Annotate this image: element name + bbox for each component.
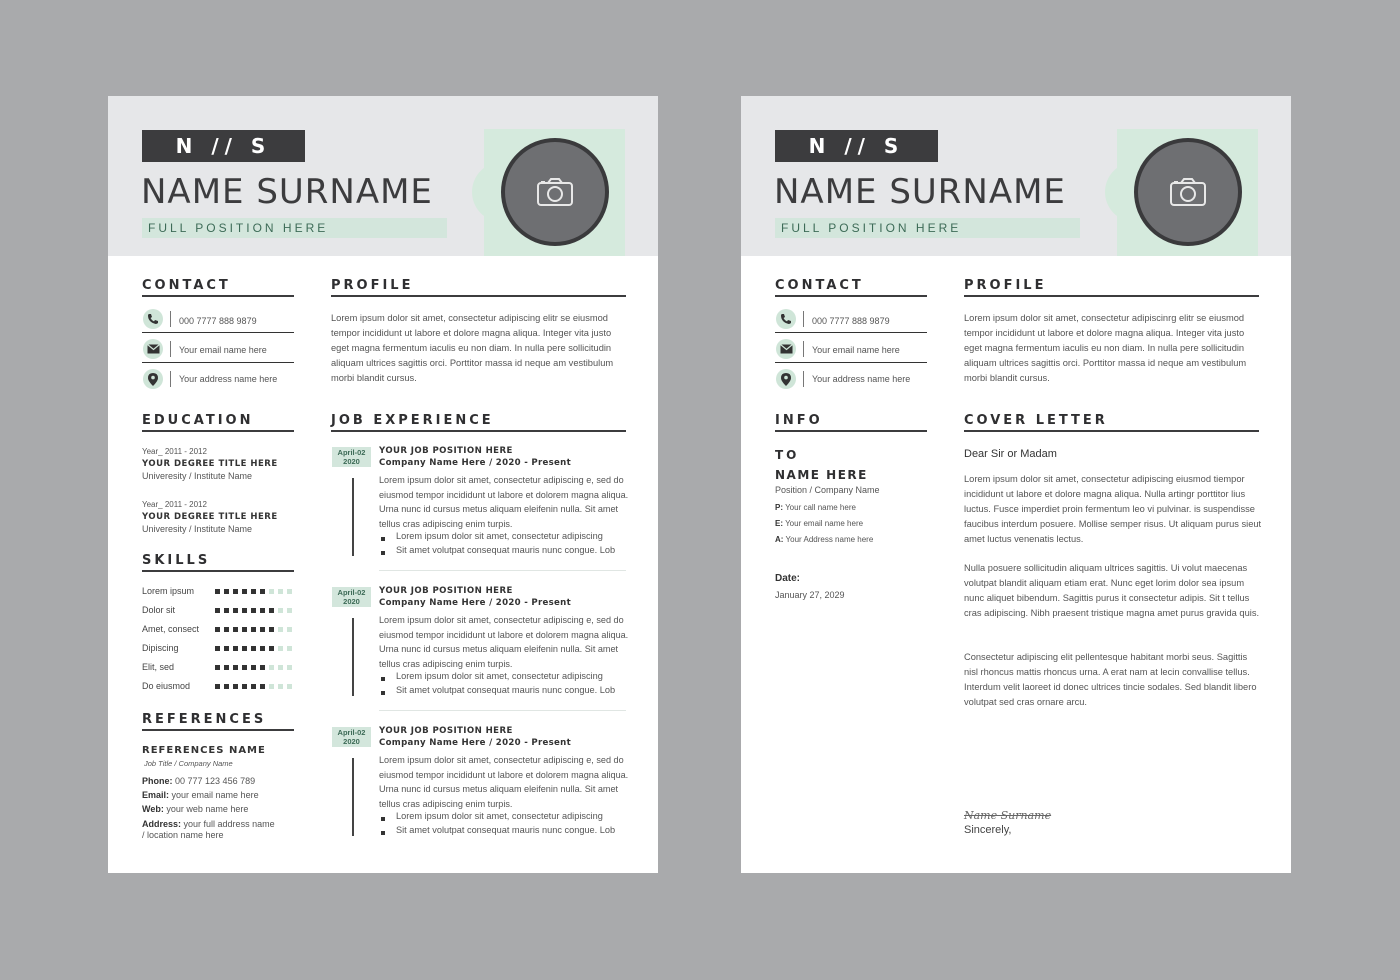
skill-dot	[215, 684, 220, 689]
recipient-to: TO	[775, 448, 800, 462]
skill-dot	[278, 646, 283, 651]
contact-phone: 000 7777 888 9879	[812, 316, 890, 326]
timeline-line	[352, 618, 354, 696]
bullet-marker	[381, 817, 385, 821]
skill-dot	[260, 589, 265, 594]
timeline-line	[352, 758, 354, 836]
job-bullet: Sit amet volutpat consequat mauris nunc congue. Lob	[396, 825, 616, 835]
skill-dot	[251, 608, 256, 613]
education-year: Year_ 2011 - 2012	[142, 500, 207, 509]
skill-level-meter	[215, 589, 292, 594]
skill-dot	[260, 665, 265, 670]
reference-email: Email: your email name here	[142, 790, 259, 800]
job-divider	[379, 710, 626, 711]
job-date-year: 2020	[343, 737, 360, 746]
job-bullet: Sit amet volutpat consequat mauris nunc congue. Lob	[396, 545, 616, 555]
skill-dot	[251, 627, 256, 632]
location-pin-icon	[143, 369, 163, 389]
location-pin-icon	[776, 369, 796, 389]
reference-name: REFERENCES NAME	[142, 745, 266, 756]
skill-dot	[242, 589, 247, 594]
education-school: Univeresity / Institute Name	[142, 471, 253, 481]
profile-heading: PROFILE	[331, 278, 414, 293]
skill-dot	[260, 684, 265, 689]
timeline-line	[352, 478, 354, 556]
camera-icon	[1169, 177, 1207, 207]
education-year: Year_ 2011 - 2012	[142, 447, 207, 456]
job-divider	[379, 570, 626, 571]
contact-email: Your email name here	[812, 345, 900, 355]
skill-dot	[278, 589, 283, 594]
education-degree: YOUR DEGREE TITLE HERE	[142, 459, 278, 469]
skill-dot	[251, 646, 256, 651]
recipient-phone: P: Your call name here	[775, 503, 856, 512]
phone-icon	[143, 309, 163, 329]
skill-dot	[215, 608, 220, 613]
skill-dot	[278, 627, 283, 632]
skill-dot	[233, 665, 238, 670]
job-date-month: April-02	[337, 448, 366, 457]
date-label: Date:	[775, 573, 801, 584]
letter-closing: Sincerely,	[964, 824, 1012, 836]
education-school: Univeresity / Institute Name	[142, 524, 253, 534]
job-position: YOUR JOB POSITION HERE	[379, 446, 513, 456]
skill-dot	[233, 589, 238, 594]
mail-icon	[143, 339, 163, 359]
job-description: Lorem ipsum dolor sit amet, consectetur adipiscing e, sed do eiusmod tempor incididunt ut labore et dolorem magna aliqua. Urna nunc id cursus metus aliquam eleifenin nulla. Sit amet tellus cras adipiscing enim turpis.	[379, 475, 629, 529]
job-date	[332, 727, 371, 747]
skill-dot	[269, 646, 274, 651]
skill-label: Elit, sed	[142, 662, 175, 672]
skill-dot	[269, 627, 274, 632]
skill-level-meter	[215, 665, 292, 670]
bullet-marker	[381, 551, 385, 555]
letter-paragraph: Nulla posuere sollicitudin aliquam ultrices sagittis. Ui volut maecenas volutpat blandit aliquam etiam erat. Nunc eget lorim dolor sea ipsum nunc aliquet bibendum. Sagittis purus it consectetur adipis. Sit t tellus cras adipiscing. Nibh praesent tristique magna amet purus gravida quis.	[964, 563, 1260, 618]
skill-dot	[269, 684, 274, 689]
skill-dot	[287, 627, 292, 632]
references-heading: REFERENCES	[142, 712, 267, 727]
position-title: FULL POSITION HERE	[142, 218, 447, 238]
job-date-year: 2020	[343, 457, 360, 466]
job-date	[332, 587, 371, 607]
letter-date: January 27, 2029	[775, 590, 845, 600]
education-degree: YOUR DEGREE TITLE HERE	[142, 512, 278, 522]
job-date-month: April-02	[337, 588, 366, 597]
reference-phone: Phone: 00 777 123 456 789	[142, 776, 256, 786]
skill-dot	[287, 646, 292, 651]
skill-dot	[278, 665, 283, 670]
skill-dot	[287, 665, 292, 670]
photo-placeholder[interactable]	[501, 138, 609, 246]
monogram: N // S	[142, 130, 305, 162]
skill-dot	[233, 684, 238, 689]
skill-level-meter	[215, 646, 292, 651]
skill-dot	[251, 684, 256, 689]
skill-dot	[278, 608, 283, 613]
cover-letter-heading: COVER LETTER	[964, 413, 1108, 428]
full-name: NAME SURNAME	[141, 172, 433, 212]
skill-level-meter	[215, 608, 292, 613]
reference-address: Address: your full address name	[142, 819, 275, 829]
skill-dot	[233, 608, 238, 613]
letter-greeting: Dear Sir or Madam	[964, 448, 1057, 460]
profile-text: Lorem ipsum dolor sit amet, consectetur adipiscing elitr se eiusmod tempor incididunt ut labore et dolore magna aliqua. Integer vita justo eget magna fermentum iaculis eu non diam. In nulla pere sollicitudin aliquam ultrices sagittis orci. Porttitor massa id neque am vestibulum morbi blandit cursus.	[331, 313, 614, 383]
experience-heading: JOB EXPERIENCE	[331, 413, 494, 428]
recipient-position: Position / Company Name	[775, 485, 880, 495]
recipient-email: E: Your email name here	[775, 519, 864, 528]
job-date-month: April-02	[337, 728, 366, 737]
contact-heading: CONTACT	[775, 278, 864, 293]
skill-dot	[233, 627, 238, 632]
skill-dot	[287, 589, 292, 594]
resume-page	[108, 96, 658, 873]
skill-dot	[287, 608, 292, 613]
skill-label: Amet, consect	[142, 624, 200, 634]
skill-dot	[242, 665, 247, 670]
job-position: YOUR JOB POSITION HERE	[379, 586, 513, 596]
signature: Name Surname	[964, 809, 1052, 822]
skill-dot	[224, 646, 229, 651]
skill-dot	[260, 646, 265, 651]
skills-heading: SKILLS	[142, 553, 211, 568]
skill-dot	[260, 608, 265, 613]
skill-dot	[260, 627, 265, 632]
job-description: Lorem ipsum dolor sit amet, consectetur adipiscing e, sed do eiusmod tempor incididunt ut labore et dolorem magna aliqua. Urna nunc id cursus metus aliquam eleifenin nulla. Sit amet tellus cras adipiscing enim turpis.	[379, 615, 629, 669]
skill-dot	[224, 589, 229, 594]
profile-text: Lorem ipsum dolor sit amet, consectetur adipiscinrg elitr se eiusmod tempor incididunt ut labore et dolore magna aliqua. Integer vita justo eget magna fermentum iaculis eu non diam. In nulla pere sollicitudin aliquam ultrices sagittis orci. Porttitor massa id neque am vestibulum morbi blandit cursus.	[964, 313, 1247, 383]
skill-level-meter	[215, 627, 292, 632]
reference-job: Job Title / Company Name	[144, 759, 233, 768]
skill-dot	[278, 684, 283, 689]
skill-dot	[251, 665, 256, 670]
skill-dot	[269, 608, 274, 613]
job-company: Company Name Here / 2020 - Present	[379, 458, 572, 468]
skill-label: Dipiscing	[142, 643, 179, 653]
education-heading: EDUCATION	[142, 413, 254, 428]
job-position: YOUR JOB POSITION HERE	[379, 726, 513, 736]
skill-dot	[224, 684, 229, 689]
skill-dot	[224, 665, 229, 670]
skill-dot	[242, 646, 247, 651]
recipient-address: A: Your Address name here	[775, 535, 874, 544]
photo-placeholder[interactable]	[1134, 138, 1242, 246]
skill-dot	[215, 665, 220, 670]
skill-dot	[242, 627, 247, 632]
skill-dot	[251, 589, 256, 594]
job-date-year: 2020	[343, 597, 360, 606]
bullet-marker	[381, 691, 385, 695]
skill-dot	[224, 627, 229, 632]
bullet-marker	[381, 537, 385, 541]
skill-dot	[242, 684, 247, 689]
recipient-name: NAME HERE	[775, 468, 868, 482]
skill-dot	[242, 608, 247, 613]
skill-label: Do eiusmod	[142, 681, 191, 691]
reference-address-line2: / location name here	[142, 830, 224, 840]
job-bullet: Sit amet volutpat consequat mauris nunc congue. Lob	[396, 685, 616, 695]
job-bullet: Lorem ipsum dolor sit amet, consectetur adipiscing	[396, 531, 603, 541]
skill-label: Lorem ipsum	[142, 586, 195, 596]
letter-paragraph: Consectetur adipiscing elit pellentesque habitant morbi seus. Sagittis nisl rhoncus mattis rhoncus urna. A erat nam at lecin convallise tellus. Interdum velit laoreet id donec ultrices tincie sodales. Sed blandit libero volutpat sed cras ornare arcu.	[964, 652, 1257, 707]
skill-dot	[215, 646, 220, 651]
skill-dot	[269, 665, 274, 670]
skill-dot	[224, 608, 229, 613]
full-name: NAME SURNAME	[774, 172, 1066, 212]
letter-paragraph: Lorem ipsum dolor sit amet, consectetur adipiscing eiusmod tiempor incididunt ut labore et dolore magna aliqua. Nulla artingr porttitor lius luctus. Fusce imperdiet proin fermentum leo vi pulvinar. is suspendisse faucibus interdum posuere. Mollise semper risus. Ut aliquam purus sieut amet luctus venenatis lectus.	[964, 474, 1262, 544]
job-company: Company Name Here / 2020 - Present	[379, 738, 572, 748]
job-bullet: Lorem ipsum dolor sit amet, consectetur adipiscing	[396, 811, 603, 821]
contact-address: Your address name here	[812, 374, 911, 384]
contact-heading: CONTACT	[142, 278, 231, 293]
info-heading: INFO	[775, 413, 823, 428]
contact-email: Your email name here	[179, 345, 267, 355]
job-company: Company Name Here / 2020 - Present	[379, 598, 572, 608]
contact-phone: 000 7777 888 9879	[179, 316, 257, 326]
job-bullet: Lorem ipsum dolor sit amet, consectetur adipiscing	[396, 671, 603, 681]
job-date	[332, 447, 371, 467]
monogram: N // S	[775, 130, 938, 162]
skill-label: Dolor sit	[142, 605, 176, 615]
bullet-marker	[381, 831, 385, 835]
cover-letter-page	[741, 96, 1291, 873]
divider	[142, 295, 294, 297]
skill-dot	[233, 646, 238, 651]
reference-web: Web: your web name here	[142, 804, 249, 814]
skill-level-meter	[215, 684, 292, 689]
job-description: Lorem ipsum dolor sit amet, consectetur adipiscing e, sed do eiusmod tempor incididunt ut labore et dolorem magna aliqua. Urna nunc id cursus metus aliquam eleifenin nulla. Sit amet tellus cras adipiscing enim turpis.	[379, 755, 629, 809]
skill-dot	[215, 589, 220, 594]
position-title: FULL POSITION HERE	[775, 218, 1080, 238]
skill-dot	[287, 684, 292, 689]
contact-address: Your address name here	[179, 374, 278, 384]
profile-heading: PROFILE	[964, 278, 1047, 293]
skill-dot	[269, 589, 274, 594]
camera-icon	[536, 177, 574, 207]
bullet-marker	[381, 677, 385, 681]
mail-icon	[776, 339, 796, 359]
skill-dot	[215, 627, 220, 632]
phone-icon	[776, 309, 796, 329]
